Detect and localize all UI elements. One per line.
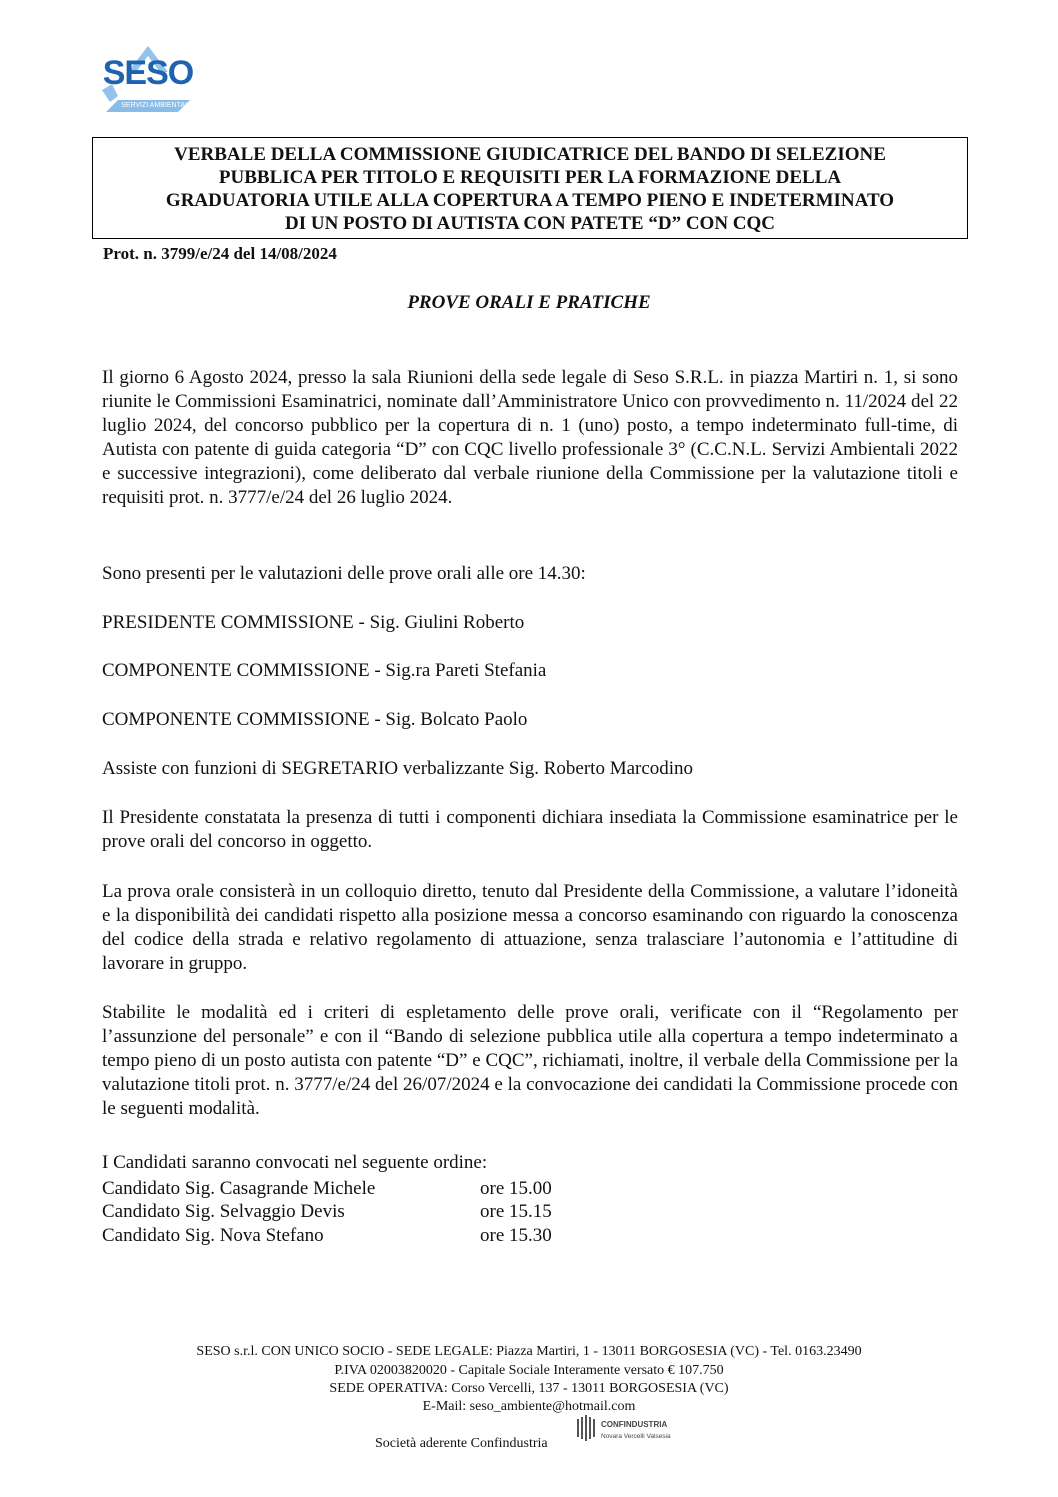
title-line: VERBALE DELLA COMMISSIONE GIUDICATRICE DEL BANDO DI SELEZIONE bbox=[174, 144, 886, 165]
present-paragraph: Sono presenti per le valutazioni delle prove orali alle ore 14.30: bbox=[102, 563, 586, 584]
candidate-time: ore 15.15 bbox=[480, 1201, 552, 1222]
candidate-name: Candidato Sig. Nova Stefano bbox=[102, 1225, 324, 1246]
candidate-name: Candidato Sig. Casagrande Michele bbox=[102, 1178, 376, 1199]
confindustria-logo bbox=[575, 1413, 695, 1449]
quorum-paragraph: Il Presidente constatata la presenza di tutti i componenti dichiara insediata la Commissione esaminatrice per le prove orali del concorso in oggetto. bbox=[102, 807, 958, 852]
oral-test-paragraph: La prova orale consisterà in un colloquio diretto, tenuto dal Presidente della Commissione, a valutare l’idoneità e la disponibilità dei candidati rispetto alla posizione messa a concorso esaminando con riguardo la conoscenza del codice della strada e relativo regolamento di attuazione, senza tralasciare l’autonomia e l’attitudine di lavorare in gruppo. bbox=[102, 881, 958, 974]
secretary-line: Assiste con funzioni di SEGRETARIO verbalizzante Sig. Roberto Marcodino bbox=[102, 758, 694, 779]
member-line: COMPONENTE COMMISSIONE - Sig. Bolcato Paolo bbox=[102, 709, 528, 730]
footer-vat: P.IVA 02003820020 - Capitale Sociale Interamente versato € 107.750 bbox=[334, 1363, 724, 1378]
footer-legal-address: SESO s.r.l. CON UNICO SOCIO - SEDE LEGALE: Piazza Martiri, 1 - 13011 BORGOSESIA (VC) - Tel. 0163.23490 bbox=[196, 1344, 862, 1359]
seso-logo bbox=[98, 44, 198, 114]
section-heading: PROVE ORALI E PRATICHE bbox=[407, 292, 651, 313]
criteria-paragraph: Stabilite le modalità ed i criteri di espletamento delle prove orali, verificate con il “Regolamento per l’assunzione del personale” e con il “Bando di selezione pubblica utile alla copertura a tempo indeterminato a tempo pieno di un posto autista con patente “D” e CQC”, richiamati, inoltre, il verbale della Commissione per la valutazione titoli prot. n. 3777/e/24 del 26/07/2024 e la convocazione dei candidati la Commissione procede con le seguenti modalità. bbox=[102, 1002, 958, 1119]
footer-email: E-Mail: seso_ambiente@hotmail.com bbox=[422, 1399, 636, 1414]
candidate-name: Candidato Sig. Selvaggio Devis bbox=[102, 1201, 345, 1222]
intro-paragraph: Il giorno 6 Agosto 2024, presso la sala Riunioni della sede legale di Seso S.R.L. in piazza Martiri n. 1, si sono riunite le Commissioni Esaminatrici, nominate dall’Amministratore Unico con provvedimento n. 11/2024 del 22 luglio 2024, del concorso pubblico per la copertura di n. 1 (uno) posto, a tempo indeterminato full-time, di Autista con patente di guida categoria “D” con CQC livello professionale 3° (C.C.N.L. Servizi Ambientali 2022 e successive integrazioni), come deliberato dal verbale riunione della Commissione per la valutazione titoli e requisiti prot. n. 3777/e/24 del 26 luglio 2024. bbox=[102, 367, 958, 508]
candidate-row bbox=[102, 1200, 552, 1223]
president-line: PRESIDENTE COMMISSIONE - Sig. Giulini Roberto bbox=[102, 612, 525, 633]
logo-wordmark: SESO bbox=[102, 54, 194, 92]
confindustria-logo-title: CONFINDUSTRIA bbox=[601, 1420, 668, 1429]
title-line: DI UN POSTO DI AUTISTA CON PATETE “D” CON CQC bbox=[284, 213, 776, 234]
candidate-row bbox=[102, 1224, 552, 1247]
document-title bbox=[93, 138, 967, 235]
confindustria-label: Società aderente Confindustria bbox=[375, 1436, 548, 1451]
candidate-time: ore 15.30 bbox=[480, 1225, 552, 1246]
logo-subtext: SERVIZI AMBIENTALI bbox=[121, 102, 191, 109]
member-line: COMPONENTE COMMISSIONE - Sig.ra Pareti Stefania bbox=[102, 660, 547, 681]
order-intro: I Candidati saranno convocati nel seguente ordine: bbox=[102, 1152, 488, 1173]
protocol-number: Prot. n. 3799/e/24 del 14/08/2024 bbox=[103, 244, 337, 263]
candidate-row bbox=[102, 1177, 552, 1200]
title-line: PUBBLICA PER TITOLO E REQUISITI PER LA FORMAZIONE DELLA bbox=[218, 167, 842, 188]
confindustria-logo-sub: Novara Vercelli Valsesia bbox=[601, 1433, 671, 1440]
title-line: GRADUATORIA UTILE ALLA COPERTURA A TEMPO PIENO E INDETERMINATO bbox=[165, 190, 895, 211]
footer-operative-address: SEDE OPERATIVA: Corso Vercelli, 137 - 13011 BORGOSESIA (VC) bbox=[329, 1381, 729, 1396]
document-title-box bbox=[92, 137, 968, 239]
candidate-time: ore 15.00 bbox=[480, 1178, 552, 1199]
